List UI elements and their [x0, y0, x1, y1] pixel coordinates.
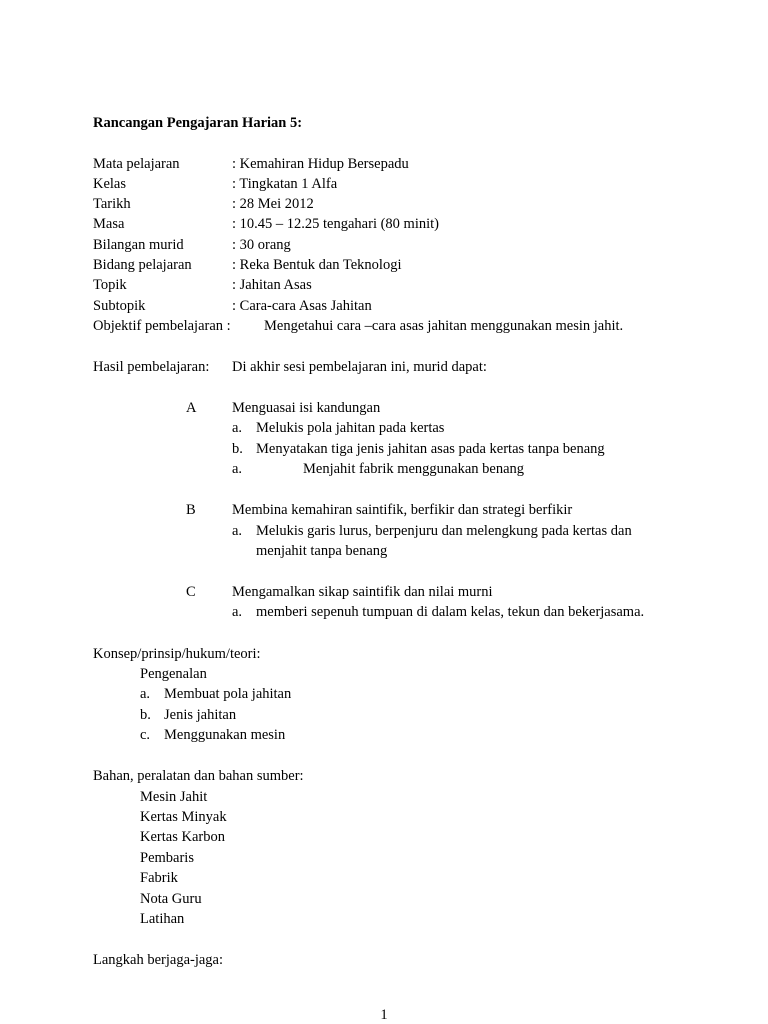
info-value-date: : 28 Mei 2012	[232, 196, 314, 212]
materials-label: Bahan, peralatan dan bahan sumber:	[93, 768, 304, 784]
info-label-subtopic: Subtopik	[93, 298, 146, 314]
list-marker: c.	[140, 727, 151, 743]
info-label-topic: Topik	[93, 277, 127, 293]
list-item: Menyatakan tiga jenis jahitan asas pada kertas tanpa benang	[256, 441, 605, 457]
info-value-field: : Reka Bentuk dan Teknologi	[232, 257, 402, 273]
list-item: memberi sepenuh tumpuan di dalam kelas, tekun dan bekerjasama.	[256, 604, 645, 620]
list-item: Menggunakan mesin	[164, 727, 286, 743]
list-item-continuation: menjahit tanpa benang	[256, 543, 388, 559]
info-value-time: : 10.45 – 12.25 tengahari (80 minit)	[232, 216, 439, 232]
list-item: Jenis jahitan	[164, 707, 237, 723]
precaution-label: Langkah berjaga-jaga:	[93, 952, 224, 968]
list-item: Kertas Minyak	[140, 809, 227, 825]
concept-sub: Pengenalan	[140, 666, 207, 682]
list-item: Melukis garis lurus, berpenjuru dan melengkung pada kertas dan	[256, 523, 632, 539]
list-marker: b.	[232, 441, 243, 457]
section-heading-c: Mengamalkan sikap saintifik dan nilai murni	[232, 584, 493, 600]
list-item: Kertas Karbon	[140, 829, 225, 845]
outcomes-label: Hasil pembelajaran:	[93, 359, 210, 375]
section-letter-a: A	[186, 400, 197, 416]
list-item: Pembaris	[140, 850, 194, 866]
section-heading-a: Menguasai isi kandungan	[232, 400, 381, 416]
concept-label: Konsep/prinsip/hukum/teori:	[93, 646, 261, 662]
list-item: Latihan	[140, 911, 185, 927]
info-value-subtopic: : Cara-cara Asas Jahitan	[232, 298, 372, 314]
info-label-field: Bidang pelajaran	[93, 257, 192, 273]
list-item: Membuat pola jahitan	[164, 686, 292, 702]
list-item: Fabrik	[140, 870, 178, 886]
info-value-class: : Tingkatan 1 Alfa	[232, 176, 338, 192]
info-value-subject: : Kemahiran Hidup Bersepadu	[232, 156, 409, 172]
page-number: 1	[380, 1007, 388, 1023]
list-item: Menjahit fabrik menggunakan benang	[303, 461, 525, 477]
document-title: Rancangan Pengajaran Harian 5:	[93, 115, 303, 131]
list-item: Nota Guru	[140, 891, 202, 907]
outcomes-intro: Di akhir sesi pembelajaran ini, murid dapat:	[232, 359, 487, 375]
list-item: Melukis pola jahitan pada kertas	[256, 420, 445, 436]
info-value-topic: : Jahitan Asas	[232, 277, 312, 293]
list-item: Mesin Jahit	[140, 789, 208, 805]
objective-label: Objektif pembelajaran :	[93, 318, 231, 334]
list-marker: a.	[232, 461, 243, 477]
section-letter-b: B	[186, 502, 196, 518]
info-label-date: Tarikh	[93, 196, 131, 212]
list-marker: a.	[140, 686, 151, 702]
info-label-time: Masa	[93, 216, 125, 232]
info-label-class: Kelas	[93, 176, 127, 192]
list-marker: a.	[232, 523, 243, 539]
info-label-subject: Mata pelajaran	[93, 156, 180, 172]
section-heading-b: Membina kemahiran saintifik, berfikir dan strategi berfikir	[232, 502, 573, 518]
objective-value: Mengetahui cara –cara asas jahitan menggunakan mesin jahit.	[264, 318, 624, 334]
section-letter-c: C	[186, 584, 196, 600]
list-marker: a.	[232, 604, 243, 620]
info-label-students: Bilangan murid	[93, 237, 184, 253]
list-marker: a.	[232, 420, 243, 436]
list-marker: b.	[140, 707, 151, 723]
info-value-students: : 30 orang	[232, 237, 291, 253]
